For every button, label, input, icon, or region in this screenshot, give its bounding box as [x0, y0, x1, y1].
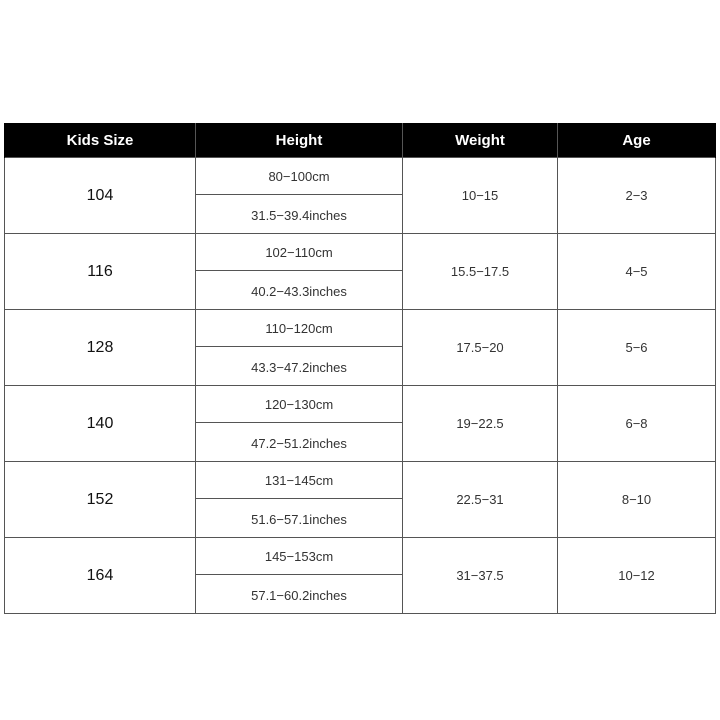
weight-cell: 15.5−17.5: [403, 234, 558, 310]
weight-cell: 19−22.5: [403, 386, 558, 462]
height-inches-cell: 40.2−43.3inches: [196, 271, 403, 310]
table-row: [5, 310, 716, 347]
height-cm-cell: 131−145cm: [196, 462, 403, 499]
weight-cell: 10−15: [403, 158, 558, 234]
age-cell: 6−8: [558, 386, 716, 462]
size-cell: 164: [5, 538, 196, 614]
age-cell: 8−10: [558, 462, 716, 538]
header-age: Age: [558, 123, 716, 158]
size-chart-table: [4, 123, 716, 614]
height-cm-cell: 145−153cm: [196, 538, 403, 575]
table-row: [5, 538, 716, 575]
size-cell: 140: [5, 386, 196, 462]
header-row: [5, 123, 716, 158]
size-cell: 128: [5, 310, 196, 386]
table-body: [5, 158, 716, 614]
age-cell: 2−3: [558, 158, 716, 234]
height-inches-cell: 57.1−60.2inches: [196, 575, 403, 614]
height-cm-cell: 110−120cm: [196, 310, 403, 347]
header-kids-size: Kids Size: [5, 123, 196, 158]
height-cm-cell: 102−110cm: [196, 234, 403, 271]
height-inches-cell: 43.3−47.2inches: [196, 347, 403, 386]
header-weight: Weight: [403, 123, 558, 158]
size-cell: 104: [5, 158, 196, 234]
age-cell: 10−12: [558, 538, 716, 614]
age-cell: 5−6: [558, 310, 716, 386]
table-row: [5, 386, 716, 423]
height-inches-cell: 47.2−51.2inches: [196, 423, 403, 462]
size-cell: 116: [5, 234, 196, 310]
weight-cell: 31−37.5: [403, 538, 558, 614]
table-row: [5, 462, 716, 499]
weight-cell: 22.5−31: [403, 462, 558, 538]
height-inches-cell: 51.6−57.1inches: [196, 499, 403, 538]
table-row: [5, 234, 716, 271]
height-cm-cell: 80−100cm: [196, 158, 403, 195]
size-cell: 152: [5, 462, 196, 538]
height-cm-cell: 120−130cm: [196, 386, 403, 423]
table-row: [5, 158, 716, 195]
age-cell: 4−5: [558, 234, 716, 310]
header-height: Height: [196, 123, 403, 158]
height-inches-cell: 31.5−39.4inches: [196, 195, 403, 234]
weight-cell: 17.5−20: [403, 310, 558, 386]
table-header: [5, 123, 716, 158]
